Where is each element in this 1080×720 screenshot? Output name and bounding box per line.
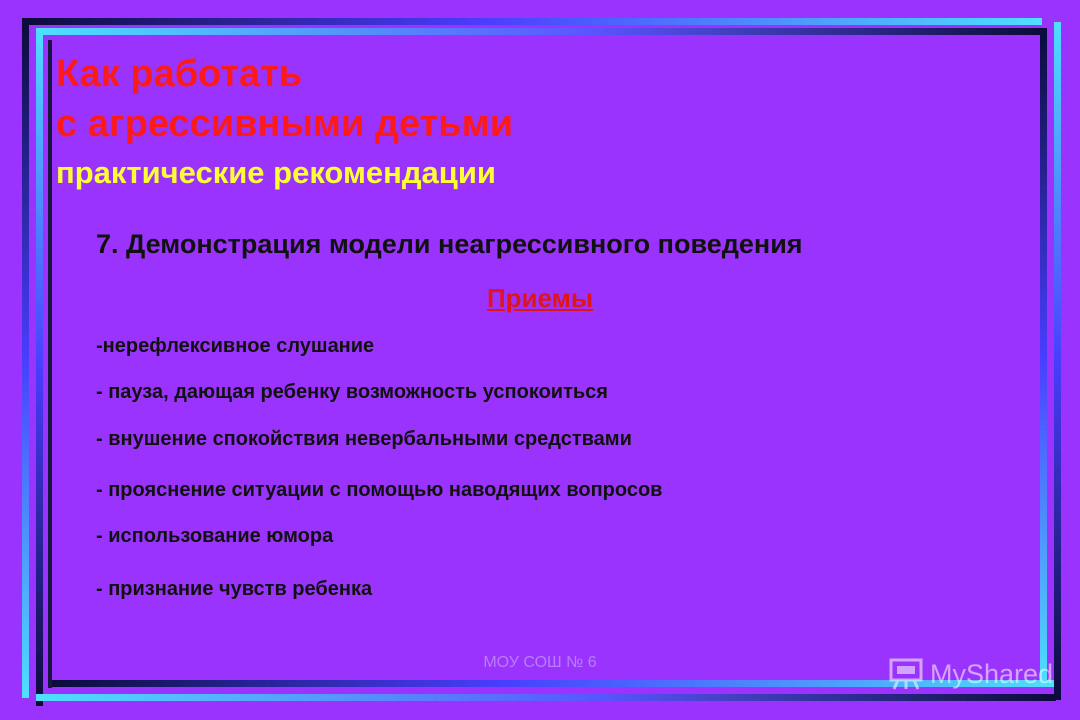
list-item: -нерефлексивное слушание [96, 335, 375, 357]
slide-subtitle: практические рекомендации [56, 155, 496, 190]
section-heading: 7. Демонстрация модели неагрессивного поведения [96, 229, 803, 259]
frame-bottom-outer-bar [36, 694, 1056, 701]
frame-right-inner-bar [1040, 28, 1047, 686]
frame-left-dark-edge [48, 40, 52, 688]
list-item: - признание чувств ребенка [96, 578, 373, 600]
methods-label: Приемы [486, 283, 594, 313]
slide-title-line-2: с агрессивными детьми [56, 103, 514, 145]
frame-left-outer-bar [22, 18, 29, 698]
list-item: - использование юмора [96, 525, 334, 547]
frame-left-inner-bar [36, 28, 43, 706]
presentation-board-icon [888, 657, 924, 691]
frame-top-inner-bar [36, 28, 1044, 35]
watermark-text: MyShared [930, 658, 1054, 689]
slide-footer: МОУ СОШ № 6 [483, 654, 597, 671]
frame-top-outer-bar [22, 18, 1042, 25]
slide-title-line-1: Как работать [56, 53, 303, 95]
list-item: - прояснение ситуации с помощью наводящих вопросов [96, 479, 663, 501]
list-item: - пауза, дающая ребенку возможность успокоиться [96, 381, 608, 403]
myshared-watermark [888, 656, 1053, 692]
frame-right-outer-bar [1054, 22, 1061, 700]
list-item: - внушение спокойствия невербальными средствами [96, 428, 632, 450]
